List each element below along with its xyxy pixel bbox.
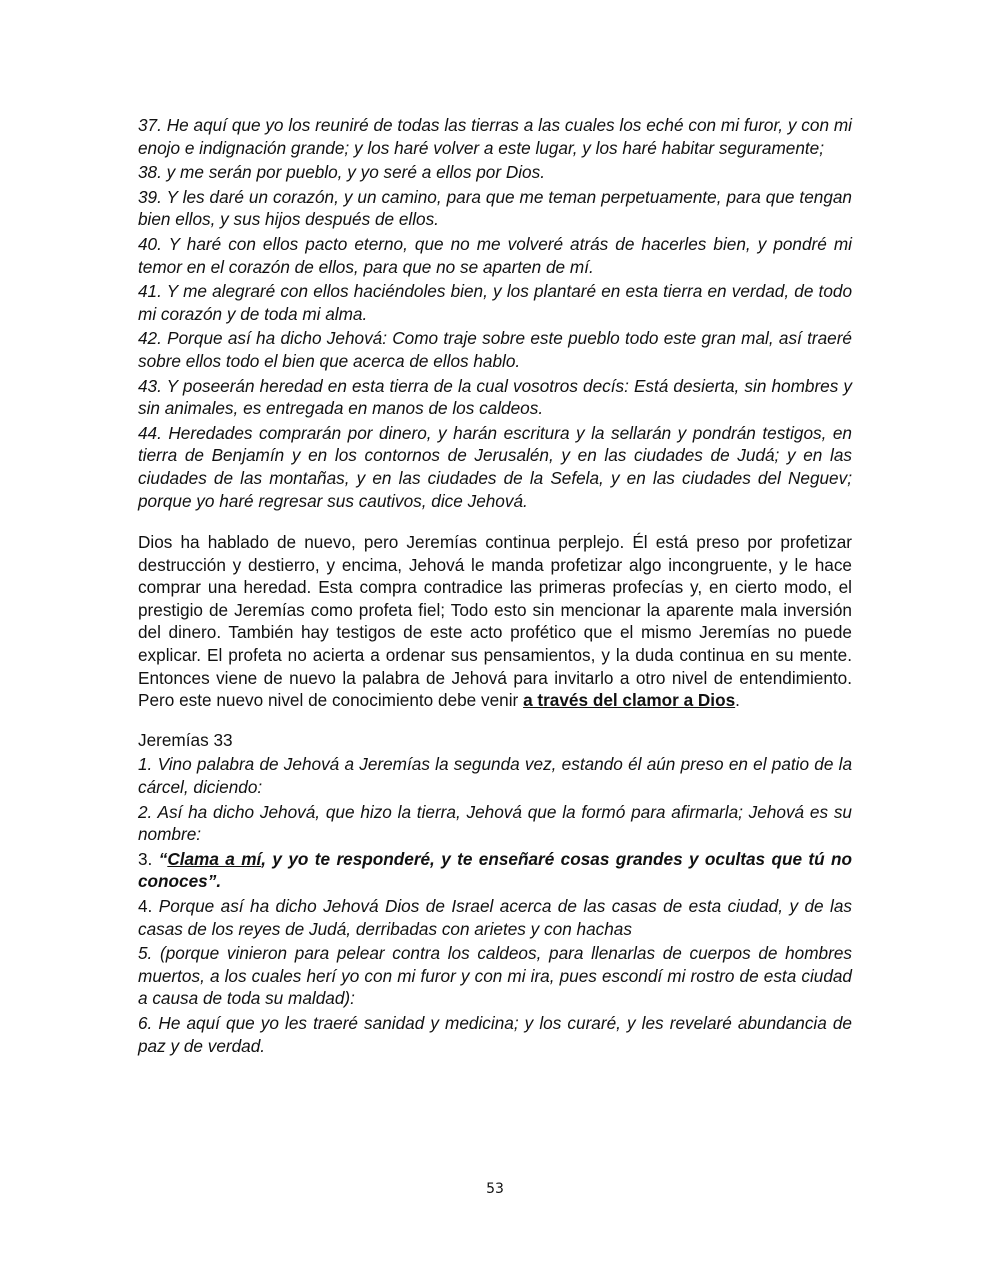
verse-1: 1. Vino palabra de Jehová a Jeremías la segunda vez, estando él aún preso en el patio de la cárcel, diciendo: — [138, 754, 852, 798]
chapter-heading: Jeremías 33 — [138, 729, 233, 750]
verse-4-number: 4. — [138, 896, 159, 916]
verse-3-emphasis: Clama a mí — [167, 848, 262, 869]
verse-3-rest: , y yo te responderé, y te enseñaré cosas grandes y ocultas que tú no conoces”. — [138, 848, 853, 892]
verse-43: 43. Y poseerán heredad en esta tierra de la cual vosotros decís: Está desierta, sin hombres y sin animales, es entregada en manos de los caldeos. — [138, 375, 852, 419]
verse-44: 44. Heredades comprarán por dinero, y harán escritura y la sellarán y pondrán testigos, en tierra de Benjamín y en los contornos de Jerusalén, y en las ciudades de Judá; y en las ciudades de las montañas, y en las ciudades de la Sefela, y en las ciudades del Neguev; porque yo haré regresar sus cautivos, dice Jehová. — [138, 422, 852, 511]
verse-3-open-quote: “ — [158, 848, 168, 869]
verse-42: 42. Porque así ha dicho Jehová: Como traje sobre este pueblo todo este gran mal, así traeré sobre ellos todo el bien que acerca de ellos hablo. — [138, 328, 852, 371]
spacer — [138, 514, 852, 531]
verse-41: 41. Y me alegraré con ellos haciéndoles bien, y los plantaré en esta tierra en verdad, de todo mi corazón y de toda mi alma. — [138, 281, 852, 324]
verse-4 — [138, 895, 852, 940]
verse-37: 37. He aquí que yo los reuniré de todas las tierras a las cuales los eché con mi furor, y con mi enojo e indignación grande; y los haré volver a este lugar, y los haré habitar seguramente; — [138, 115, 852, 158]
commentary-emphasis: a través del clamor a Dios — [523, 690, 736, 711]
verse-39: 39. Y les daré un corazón, y un camino, para que me teman perpetuamente, para que tengan bien ellos, y sus hijos después de ellos. — [138, 186, 852, 230]
verse-3 — [138, 848, 852, 893]
commentary-end: . — [735, 690, 740, 711]
verse-4-text: Porque así ha dicho Jehová Dios de Israel acerca de las casas de esta ciudad, y de las casas de los reyes de Judá, derribadas con arietes y con hachas — [138, 896, 853, 939]
commentary-paragraph — [138, 531, 852, 712]
verse-38: 38. y me serán por pueblo, y yo seré a ellos por Dios. — [138, 162, 545, 183]
verse-3-number: 3. — [138, 848, 159, 869]
page-number: 53 — [486, 1181, 504, 1197]
verse-40: 40. Y haré con ellos pacto eterno, que no me volveré atrás de hacerles bien, y pondré mi temor en el corazón de ellos, para que no se aparten de mí. — [138, 233, 852, 277]
verse-2: 2. Así ha dicho Jehová, que hizo la tierra, Jehová que la formó para afirmarla; Jehová es su nombre: — [138, 801, 852, 845]
commentary-text: Dios ha hablado de nuevo, pero Jeremías continua perplejo. Él está preso por profetizar destrucción y destierro, y encima, Jehová le manda profetizar algo incongruente, y le hace comprar una heredad. Esta compra contradice las primeras profecías y, en cierto modo, el prestigio de Jeremías como profeta fiel; Todo esto sin mencionar la aparente mala inversión del dinero. También hay testigos de este acto profético que el mismo Jeremías no puede explicar. El profeta no acierta a ordenar sus pensamientos, y la duda continua en su mente. Entonces viene de nuevo la palabra de Jehová para invitarlo a otro nivel de entendimiento. Pero este nuevo nivel de conocimiento debe venir — [138, 532, 852, 711]
spacer — [138, 712, 852, 729]
verse-5: 5. (porque vinieron para pelear contra los caldeos, para llenarlas de cuerpos de hombres muertos, a los cuales herí yo con mi furor y con mi ira, pues escondí mi rostro de esta ciudad a causa de toda su maldad): — [138, 943, 852, 1009]
document-body — [138, 114, 852, 1059]
verse-6: 6. He aquí que yo les traeré sanidad y medicina; y los curaré, y les revelaré abundancia de paz y de verdad. — [138, 1012, 852, 1056]
